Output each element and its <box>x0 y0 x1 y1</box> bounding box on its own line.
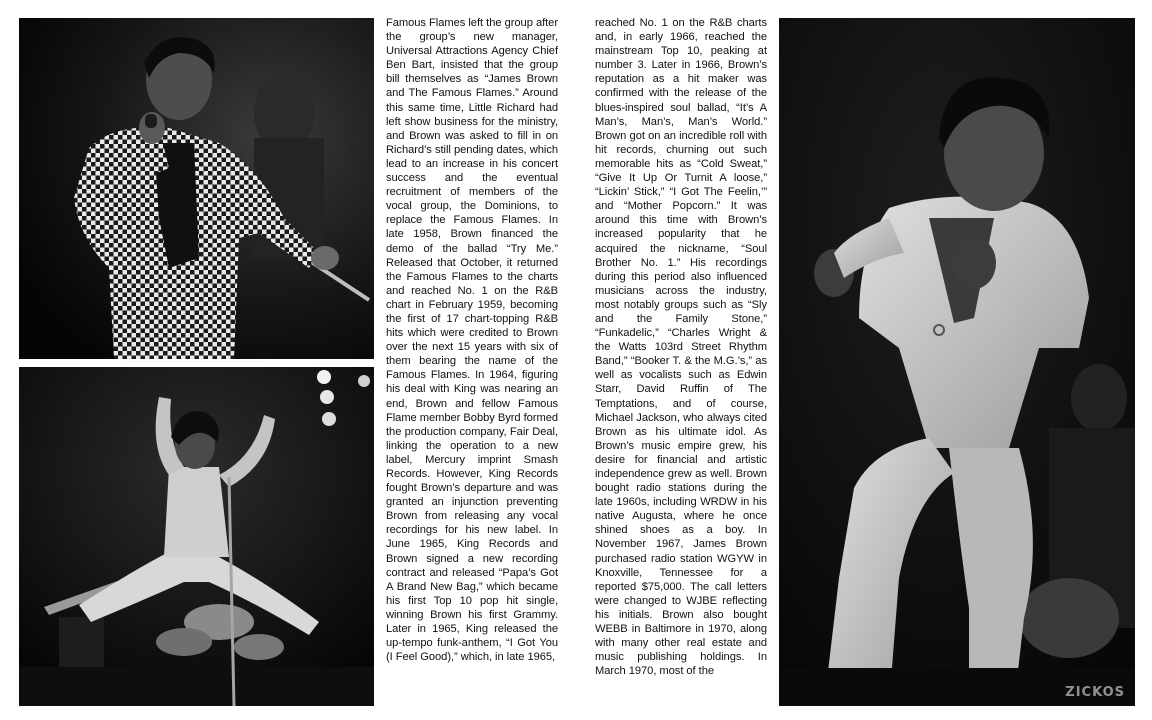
article-column-2 <box>595 16 767 708</box>
photo-singer-microphone <box>19 18 374 359</box>
photo-singer-microphone-image <box>19 18 374 359</box>
article-column-1 <box>386 16 558 708</box>
photo-credit: ZICKOS <box>1065 685 1125 700</box>
article-paragraph-1: Famous Flames left the group after the group’s new manager, Universal Attractions Agency Chief Ben Bart, insisted that the group bill themselves as “James Brown and The Famous Flames.” Around this same time, Little Richard had left show business for the ministry, and Brown was asked to fill in on Richard’s still pending dates, which lead to an increase in his concert success and the eventual recruitment of members of the vocal group, the Dominions, to replace the Famous Flames. In late 1958, Brown financed the demo of the ballad “Try Me.” Released that October, it returned the Famous Flames to the charts and reached No. 1 on the R&B chart in February 1959, becoming the first of 17 chart-topping R&B hits which were credited to Brown over the next 15 years with six of them bearing the name of the Famous Flames. In 1964, figuring his deal with King was nearing an end, Brown and fellow Famous Flame member Bobby Byrd formed the production company, Fair Deal, linking the operation to a new label, Mercury imprint Smash Records. However, King Records fought Brown’s departure and was granted an injunction preventing Brown from releasing any vocal recordings for his new label. In June 1965, King Records and Brown signed a new recording contract and released “Papa’s Got A Brand New Bag,” which became his first Top 10 pop hit single, winning Brown his first Grammy. Later in 1965, King released the up-tempo funk-anthem, “I Got You (I Feel Good),” which, in late 1965, <box>386 17 558 664</box>
article-paragraph-2: reached No. 1 on the R&B charts and, in early 1966, reached the mainstream Top 10, peaking at number 3. Later in 1966, Brown’s reputation as a hit maker was confirmed with the release of the blues-inspired soul ballad, “It’s A Man’s, Man’s, Man’s World.” Brown got on an incredible roll with hit records, churning out such memorable hits as “Cold Sweat,” “Give It Up Or Turnit A loose,” “Lickin’ Stick,” “I Got The Feelin,’” and “Mother Popcorn.” It was around this time with Brown’s increased popularity that he acquired the nickname, “Soul Brother No. 1.” His recordings during this period also influenced musicians across the industry, most notably groups such as “Sly and the Family Stone,” “Funkadelic,” “Charles Wright & the Watts 103rd Street Rhythm Band,” “Booker T. & the M.G.’s,” as well as vocalists such as Edwin Starr, David Ruffin of The Temptations, and of course, Michael Jackson, who always cited Brown as his ultimate idol. As Brown’s music empire grew, his desire for financial and artistic independence grew as well. Brown bought radio stations during the late 1960s, including WRDW in his native Augusta, where he once shined shoes as a boy. In November 1967, James Brown purchased radio station WGYW in Knoxville, Tennessee for a reported $75,000. The call letters were changed to WJBE reflecting his initials. Brown also bought WEBB in Baltimore in 1970, along with many other real estate and music publishing holdings. In March 1970, most of the <box>595 17 767 678</box>
photo-dancing-jumpsuit-image <box>779 18 1135 706</box>
photo-dancing-jumpsuit <box>779 18 1135 706</box>
photo-jumping-split <box>19 367 374 706</box>
photo-jumping-split-image <box>19 367 374 706</box>
